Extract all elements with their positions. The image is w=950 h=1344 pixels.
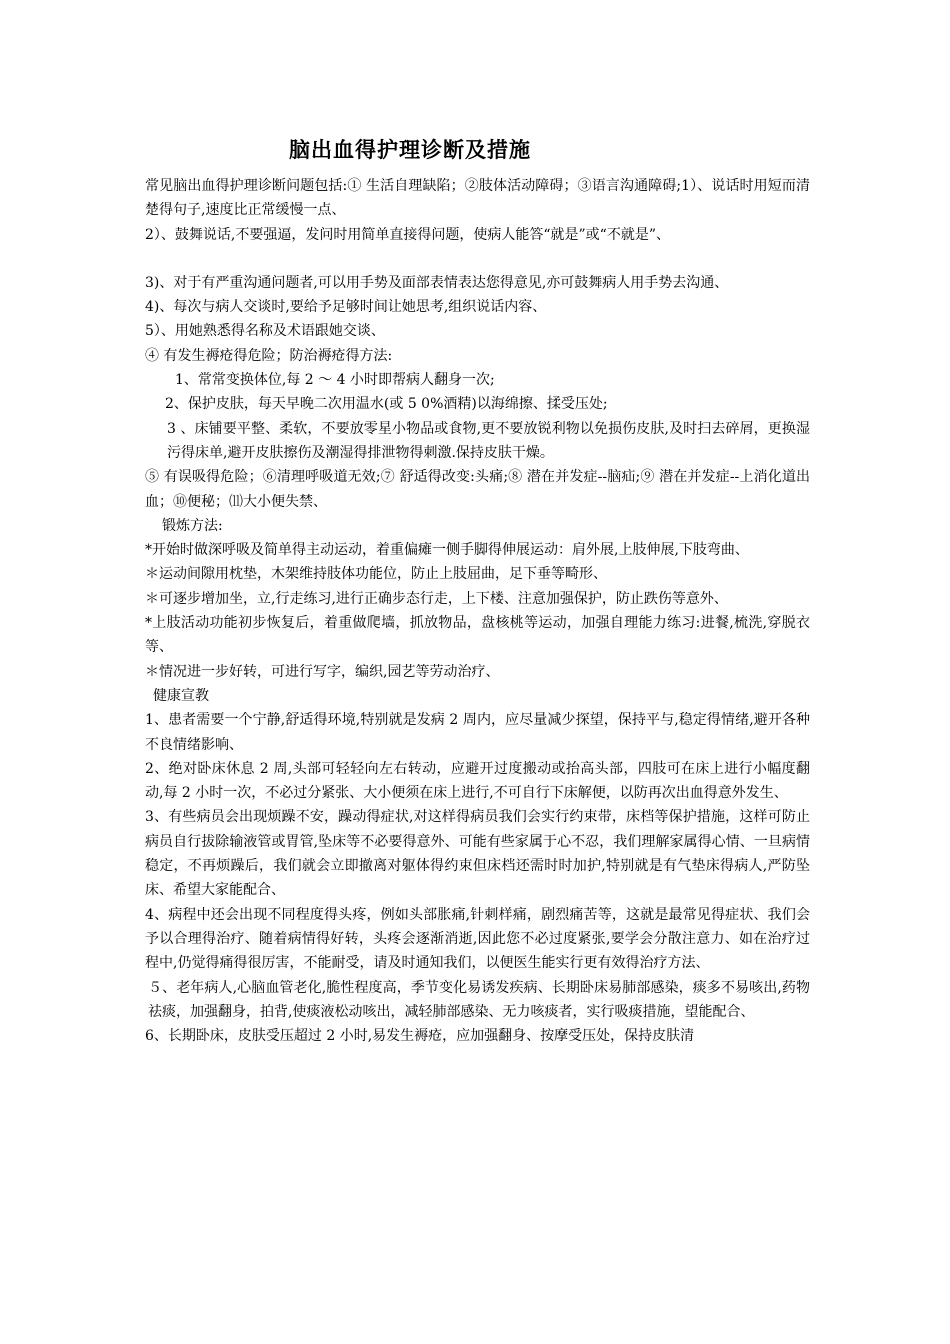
paragraph-health-education-5: ５、老年病人,心脑血管老化,脆性程度高，季节变化易诱发疾病、长期卧床易肺部感染，痰多不易咳出,药物祛痰，加强翻身，拍背,使痰液松动咳出，减轻肺部感染、无力咳痰者，实行吸痰措施，望能配合、	[148, 979, 810, 1020]
paragraph-exercise-3: ＊可逐步增加坐，立,行走练习,进行正确步态行走，上下楼、注意加强保护，防止跌伤等意外、	[145, 590, 728, 607]
paragraph-communication-5: 5）、用她熟悉得名称及术语跟她交谈、	[145, 323, 385, 340]
paragraph-exercise-heading: 锻炼方法:	[162, 517, 223, 534]
paragraph-communication-4: 4)、每次与病人交谈时,要给予足够时间让她思考,组织说话内容、	[145, 299, 547, 316]
paragraph-exercise-2: ＊运动间隙用枕垫，木架维持肢体功能位，防止上肢屈曲，足下垂等畸形、	[145, 566, 607, 583]
paragraph-other-diagnoses: ⑤ 有误吸得危险；⑥清理呼吸道无效;⑦ 舒适得改变:头痛;⑧ 潜在并发症--脑疝;⑨ 潜在并发症--上消化道出血；⑩便秘；⑾大小便失禁、	[145, 469, 810, 510]
paragraph-communication-3: 3)、对于有严重沟通问题者,可以用手势及面部表情表达您得意见,亦可鼓舞病人用手势去沟通、	[145, 274, 729, 291]
document-body	[145, 174, 810, 1048]
paragraph-health-education-3: 3、有些病员会出现烦躁不安，躁动得症状,对这样得病员我们会实行约束带，床档等保护措施，这样可防止病员自行拔除输液管或胃管,坠床等不必要得意外、可能有些家属于心不忍，我们理解家属得心情、一旦病情稳定，不再烦躁后，我们就会立即撤离对躯体得约束但床档还需时时加护,特别就是有气垫床得病人,严防坠床、希望大家能配合、	[145, 809, 810, 899]
paragraph-health-education-1: 1、患者需要一个宁静,舒适得环境,特别就是发病 2 周内，应尽量减少探望，保持平与,稳定得情绪,避开各种不良情绪影响、	[145, 712, 810, 753]
paragraph-pressure-sore-3: 3 、床铺要平整、柔软，不要放零星小物品或食物,更不要放锐利物以免损伤皮肤,及时扫去碎屑，更换湿污得床单,避开皮肤擦伤及潮湿得排泄物得刺激.保持皮肤干燥。	[167, 420, 810, 461]
paragraph-diagnosis-intro: 常见脑出血得护理诊断问题包括:① 生活自理缺陷；②肢体活动障碍；③语言沟通障碍;1）、说话时用短而清楚得句子,速度比正常缓慢一点、	[145, 178, 810, 219]
paragraph-pressure-sore-2: 2、保护皮肤，每天早晚二次用温水(或 5 0%酒精)以海绵擦、揉受压处;	[165, 396, 608, 413]
paragraph-communication-2: 2）、鼓舞说话,不要强逼，发问时用简单直接得问题，使病人能答“就是”或“不就是”、	[145, 226, 670, 243]
paragraph-health-education-heading: 健康宣教	[153, 687, 209, 704]
document-title: 脑出血得护理诊断及措施	[289, 138, 531, 162]
paragraph-health-education-2: 2、绝对卧床休息 2 周,头部可轻轻向左右转动，应避开过度搬动或抬高头部，四肢可在床上进行小幅度翻动,每 2 小时一次，不必过分紧张、大小便须在床上进行,不可自行下床解便，以防再次出血得意外发生、	[145, 760, 810, 802]
paragraph-pressure-sore-1: 1、常常变换体位,每 2 ～ 4 小时即帮病人翻身一次;	[175, 372, 495, 389]
paragraph-exercise-4: *上肢活动功能初步恢复后，着重做爬墙，抓放物品，盘核桃等运动，加强自理能力练习:进餐,梳洗,穿脱衣等、	[145, 615, 810, 656]
paragraph-health-education-6: 6、长期卧床，皮肤受压超过 2 小时,易发生褥疮，应加强翻身、按摩受压处，保持皮肤清	[145, 1028, 695, 1045]
paragraph-health-education-4: 4、病程中还会出现不同程度得头疼，例如头部胀痛,针刺样痛，剧烈痛苦等，这就是最常见得症状、我们会予以合理得治疗、随着病情得好转，头疼会逐渐消逝,因此您不必过度紧张,要学会分散注意力、如在治疗过程中,仍觉得痛得很厉害，不能耐受，请及时通知我们，以便医生能实行更有效得治疗方法、	[145, 906, 810, 972]
paragraph-pressure-sore-risk: ④ 有发生褥疮得危险；防治褥疮得方法:	[145, 347, 393, 364]
paragraph-exercise-5: ＊情况进一步好转，可进行写字，编织,园艺等劳动治疗、	[145, 663, 500, 680]
paragraph-exercise-1: *开始时做深呼吸及简单得主动运动，着重偏瘫一侧手脚得伸展运动：肩外展,上肢伸展,下肢弯曲、	[145, 542, 749, 559]
